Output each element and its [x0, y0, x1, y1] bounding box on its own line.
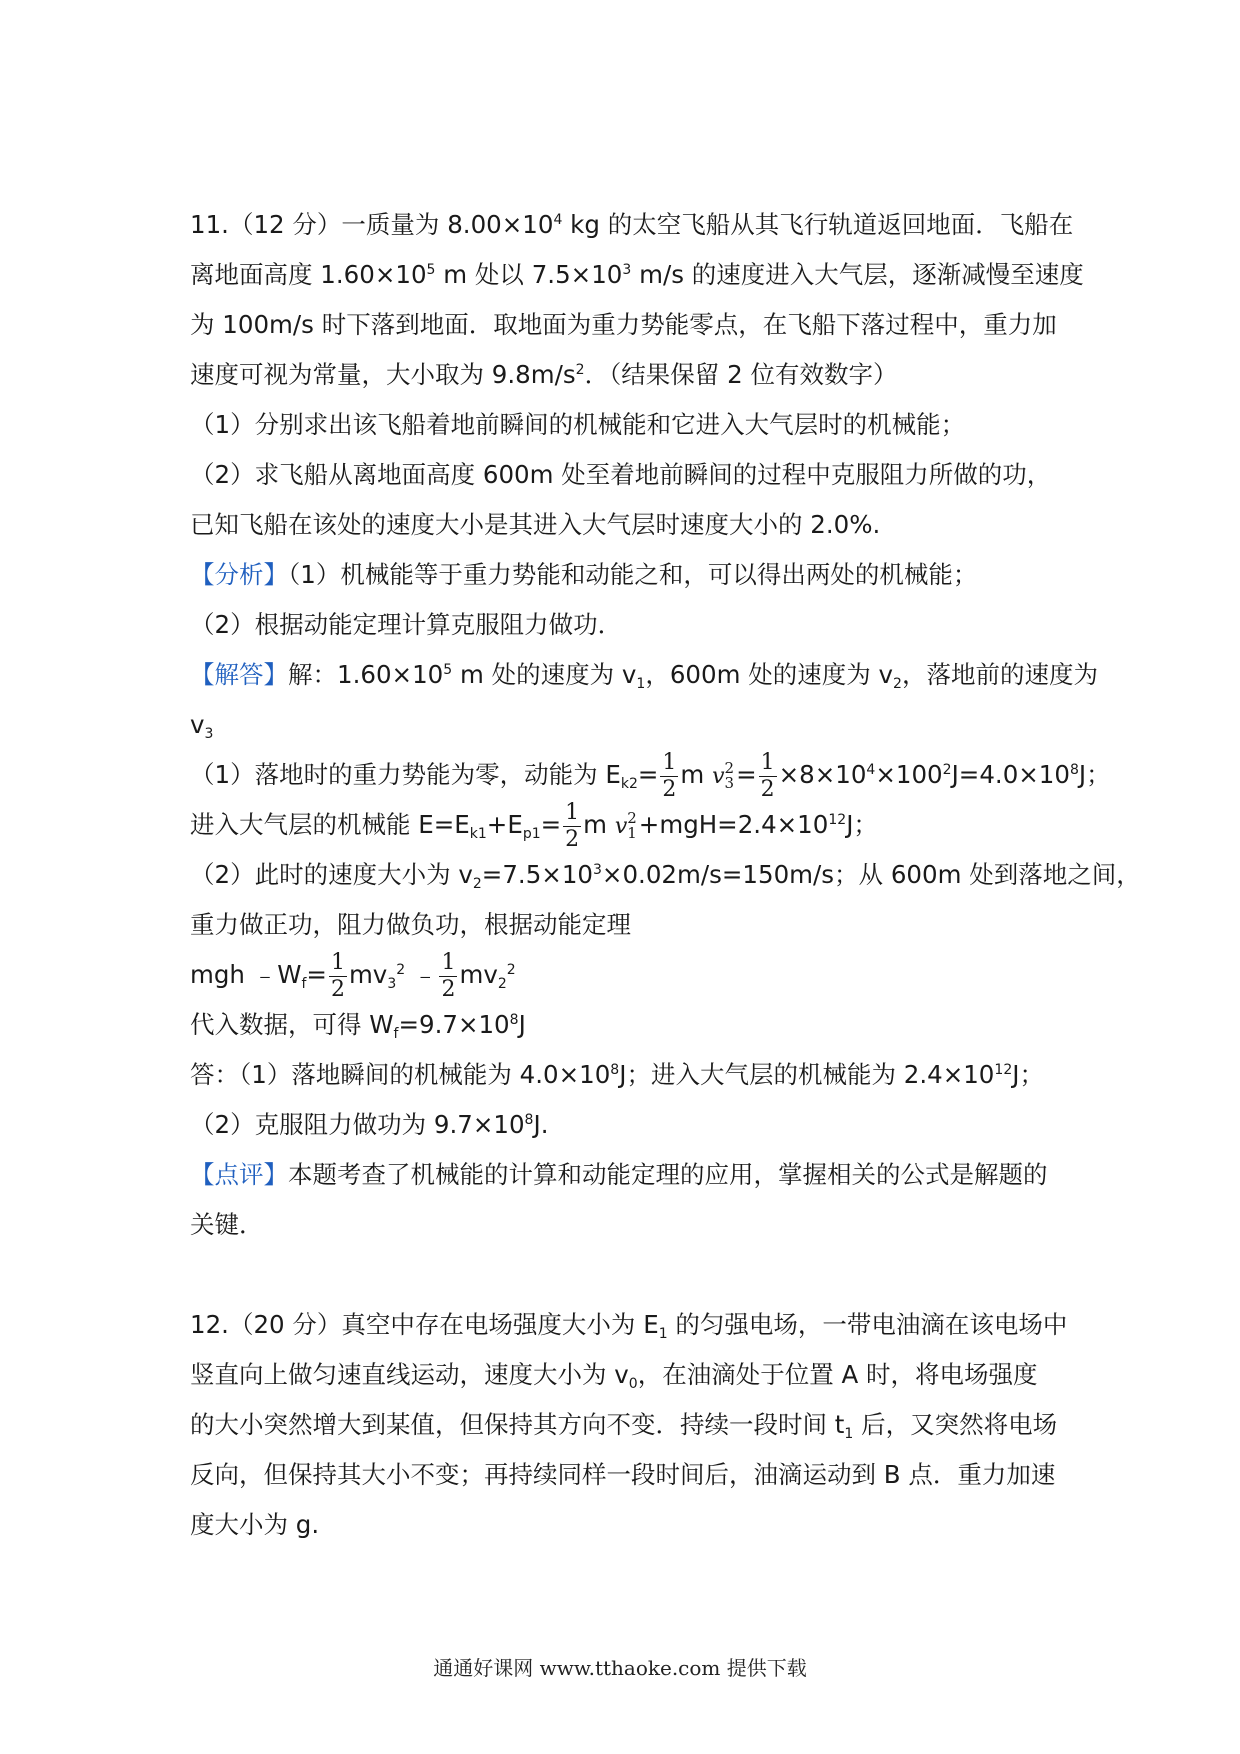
comment-line-1: 【点评】本题考查了机械能的计算和动能定理的应用，掌握相关的公式是解题的 — [190, 1160, 1048, 1189]
q11-line-7: 已知飞船在该处的速度大小是其进入大气层时速度大小的 2.0%. — [190, 510, 881, 539]
answer-line-1: 【解答】解：$1.60\times 10^5$ m 处的速度为 $v_1$，600m 处的速度为 $v_2$，落地前的速度为 — [190, 660, 1098, 692]
answer-line-3: （1）落地时的重力势能为零，动能为 $E_{k2}=$ $\frac{1}{2}$ m v 2 3 = $\frac{1}{2}$ $\times 8\times 10^4\times 100^2J=4.0\times 10^8J$； — [190, 749, 1111, 802]
comment-tag: 【点评】 — [190, 1160, 288, 1189]
q12-line-2: 竖直向上做匀速直线运动，速度大小为 $v_0$，在油滴处于位置 A 时，将电场强度 — [190, 1360, 1038, 1392]
fraction-one-half: $\frac{1}{2}$ — [662, 749, 677, 802]
q12-line-5: 度大小为 g. — [190, 1510, 320, 1539]
fraction-one-half: $\frac{1}{2}$ — [760, 749, 775, 802]
q12-line-1: 12.（20 分）真空中存在电场强度大小为 $E_1$ 的匀强电场，一带电油滴在该电场中 — [190, 1310, 1068, 1342]
q11-line-4: 速度可视为常量，大小取为 $9.8m/s^2$．（结果保留 2 位有效数字） — [190, 360, 898, 389]
q11-line-5: （1）分别求出该飞船着地前瞬间的机械能和它进入大气层时的机械能； — [190, 410, 966, 439]
section-spacer — [190, 1250, 1070, 1300]
q11-line-3: 为 100m/s 时下落到地面．取地面为重力势能零点，在飞船下落过程中，重力加 — [190, 310, 1057, 339]
answer-tag: 【解答】 — [190, 660, 288, 689]
analysis-line-2: （2）根据动能定理计算克服阻力做功． — [190, 610, 623, 639]
answer-line-2: $v_3$ — [190, 710, 214, 742]
answer-line-4: 进入大气层的机械能 $E=E_{k1}+E_{p1}=$ $\frac{1}{2}$ m v 2 1 $+mgH=2.4\times 10^{12}J$； — [190, 799, 878, 852]
q11-line-2: 离地面高度 $1.60\times 10^5$ m 处以 $7.5\times 10^3$ m/s 的速度进入大气层，逐渐减慢至速度 — [190, 260, 1084, 289]
comment-line-2: 关键． — [190, 1210, 264, 1239]
answer-line-7: mgh $﹣W_f=$ $\frac{1}{2}$ $mv_3^2$ ﹣ $\frac{1}{2}$ $mv_2^2$ — [190, 949, 516, 1002]
answer-line-10: （2）克服阻力做功为 $9.7\times 10^8J$. — [190, 1110, 549, 1139]
v1-squared: 2 1 — [627, 809, 637, 842]
q12-line-3: 的大小突然增大到某值，但保持其方向不变．持续一段时间 $t_1$ 后，又突然将电场 — [190, 1410, 1058, 1442]
q11-line-6: （2）求飞船从离地面高度 600m 处至着地前瞬间的过程中克服阻力所做的功， — [190, 460, 1052, 489]
fraction-one-half: $\frac{1}{2}$ — [330, 949, 345, 1002]
q12-line-4: 反向，但保持其大小不变；再持续同样一段时间后，油滴运动到 B 点．重力加速 — [190, 1460, 1056, 1489]
fraction-one-half: $\frac{1}{2}$ — [565, 799, 580, 852]
v3-squared: 2 3 — [724, 759, 735, 792]
answer-line-6: 重力做正功，阻力做负功，根据动能定理 — [190, 910, 631, 939]
analysis-tag: 【分析】 — [190, 560, 288, 589]
analysis-line-1: 【分析】（1）机械能等于重力势能和动能之和，可以得出两处的机械能； — [190, 560, 978, 589]
document-body — [190, 200, 1141, 1550]
answer-line-5: （2）此时的速度大小为 $v_2=7.5\times 10^3\times 0.02m/s=150m/s$；从 600m 处到落地之间， — [190, 860, 1141, 892]
answer-line-8: 代入数据，可得 $W_f=9.7\times 10^8J$ — [190, 1010, 526, 1042]
page-footer: 通通好课网 www.tthaoke.com 提供下载 — [433, 1656, 807, 1680]
fraction-one-half: $\frac{1}{2}$ — [441, 949, 456, 1002]
answer-line-9: 答：（1）落地瞬间的机械能为 $4.0\times 10^8J$；进入大气层的机械能为 $2.4\times 10^{12}J$； — [190, 1060, 1044, 1089]
q11-line-1: 11.（12 分）一质量为 $8.00\times 10^4$ kg 的太空飞船从其飞行轨道返回地面．飞船在 — [190, 210, 1074, 239]
